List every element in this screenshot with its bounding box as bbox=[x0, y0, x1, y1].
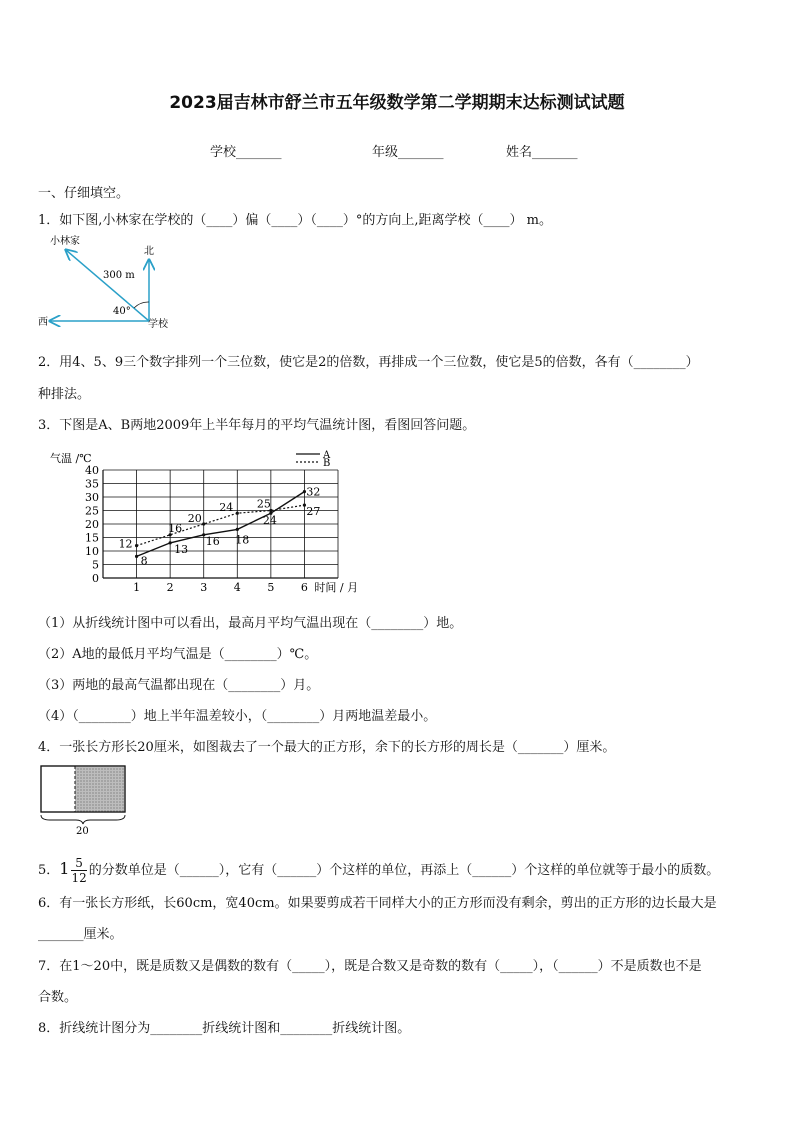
name-field bbox=[506, 141, 578, 160]
x-tick-label: 1 bbox=[133, 581, 141, 594]
data-point-b bbox=[135, 544, 138, 547]
data-label-b: 27 bbox=[306, 505, 321, 519]
y-axis-label: 气温 /℃ bbox=[50, 452, 92, 465]
x-axis-label: 时间 / 月 bbox=[314, 581, 359, 594]
data-label-b: 20 bbox=[187, 512, 202, 525]
section-heading: 一、仔细填空。 bbox=[38, 186, 130, 201]
cut-square bbox=[75, 766, 125, 812]
school-blank: _______ bbox=[236, 145, 282, 160]
school-label: 学校 bbox=[210, 145, 237, 160]
temperature-chart bbox=[48, 448, 368, 598]
school-label-diagram: 学校 bbox=[148, 319, 168, 330]
question-5 bbox=[38, 856, 719, 885]
direction-diagram bbox=[30, 232, 200, 332]
question-2-line-2: 种排法。 bbox=[38, 387, 91, 402]
x-tick-label: 6 bbox=[300, 581, 308, 594]
legend-label-b: B bbox=[323, 458, 331, 469]
data-label-a: 16 bbox=[205, 534, 220, 548]
length-brace bbox=[41, 815, 125, 824]
data-label-a: 18 bbox=[235, 533, 250, 547]
question-7-line-1: 7．在1～20中，既是质数又是偶数的数有（_____），既是合数又是奇数的数有（_____），（______）不是质数也不是 bbox=[38, 959, 702, 974]
y-tick-label: 25 bbox=[85, 504, 99, 518]
mixed-number-whole: 1 bbox=[59, 859, 70, 878]
question-2-line-1: 2．用4、5、9三个数字排列一个三位数，使它是2的倍数，再排成一个三位数，使它是5的倍数，各有（________） bbox=[38, 355, 699, 370]
question-6-line-1: 6．有一张长方形纸，长60cm，宽40cm。如果要剪成若干同样大小的正方形而没有剩余，剪出的正方形的边长最大是 bbox=[38, 896, 717, 911]
question-3: 3．下图是A、B两地2009年上半年每月的平均气温统计图，看图回答问题。 bbox=[38, 418, 476, 433]
data-label-a: 32 bbox=[306, 485, 321, 499]
data-point-b bbox=[202, 522, 205, 525]
question-6-line-2: _______厘米。 bbox=[38, 927, 123, 942]
data-label-b: 12 bbox=[118, 537, 133, 551]
x-tick-label: 5 bbox=[267, 581, 275, 594]
data-label-b: 25 bbox=[256, 497, 271, 511]
data-label-a: 24 bbox=[262, 514, 277, 528]
grade-field bbox=[372, 141, 444, 160]
question-3-sub-1: （1）从折线统计图中可以看出，最高月平均气温出现在（________）地。 bbox=[38, 616, 463, 631]
question-7-line-2: 合数。 bbox=[38, 990, 78, 1005]
data-label-a: 8 bbox=[140, 554, 148, 568]
angle-arc bbox=[134, 302, 149, 308]
x-tick-label: 3 bbox=[200, 581, 208, 594]
data-label-b: 24 bbox=[219, 501, 234, 515]
y-tick-label: 0 bbox=[92, 572, 99, 585]
y-tick-label: 10 bbox=[85, 545, 99, 558]
length-label: 20 bbox=[76, 826, 89, 837]
page-title: 2023届吉林市舒兰市五年级数学第二学期期末达标测试试题 bbox=[169, 93, 625, 113]
data-point-b bbox=[236, 512, 239, 515]
fraction bbox=[71, 856, 86, 885]
fraction-numerator: 5 bbox=[71, 856, 86, 871]
grade-label: 年级 bbox=[372, 145, 399, 160]
west-label: 西 bbox=[38, 317, 48, 328]
y-tick-label: 5 bbox=[92, 558, 99, 572]
question-1: 1．如下图,小林家在学校的（____）偏（____）（____）°的方向上,距离学校（____） m。 bbox=[38, 213, 552, 228]
question-8: 8．折线统计图分为________折线统计图和________折线统计图。 bbox=[38, 1021, 411, 1036]
question-3-sub-3: （3）两地的最高气温都出现在（________）月。 bbox=[38, 678, 320, 693]
north-label: 北 bbox=[144, 246, 154, 257]
question-5-prefix: 5． bbox=[38, 863, 60, 878]
question-3-sub-2: （2）A地的最低月平均气温是（________）℃。 bbox=[38, 647, 318, 662]
y-tick-label: 20 bbox=[85, 518, 99, 531]
question-4: 4．一张长方形长20厘米，如图裁去了一个最大的正方形，余下的长方形的周长是（_______）厘米。 bbox=[38, 740, 616, 755]
name-blank: _______ bbox=[532, 145, 578, 160]
distance-label: 300 m bbox=[103, 270, 135, 281]
rectangle-figure bbox=[38, 762, 130, 838]
data-point-a bbox=[236, 528, 239, 531]
question-5-text: 的分数单位是（______），它有（______）个这样的单位，再添上（______）个这样的单位就等于最小的质数。 bbox=[88, 863, 720, 878]
fraction-denominator: 12 bbox=[71, 871, 87, 885]
grade-blank: _______ bbox=[398, 145, 444, 160]
home-label: 小林家 bbox=[50, 236, 80, 247]
x-tick-label: 4 bbox=[233, 581, 241, 594]
name-label: 姓名 bbox=[506, 145, 533, 160]
angle-label: 40° bbox=[113, 306, 131, 317]
y-tick-label: 35 bbox=[85, 477, 99, 491]
data-point-a bbox=[169, 541, 172, 544]
question-3-sub-4: （4）（________）地上半年温差较小，（________）月两地温差最小。 bbox=[38, 709, 437, 724]
y-tick-label: 40 bbox=[85, 464, 99, 477]
legend-label-a: A bbox=[323, 450, 331, 461]
x-tick-label: 2 bbox=[166, 581, 174, 594]
data-label-b: 16 bbox=[168, 521, 183, 535]
school-field bbox=[210, 141, 282, 160]
y-tick-label: 15 bbox=[85, 531, 99, 545]
home-arrow bbox=[66, 250, 149, 321]
y-tick-label: 30 bbox=[85, 491, 99, 504]
data-point-a bbox=[135, 555, 138, 558]
data-label-a: 13 bbox=[174, 542, 189, 556]
